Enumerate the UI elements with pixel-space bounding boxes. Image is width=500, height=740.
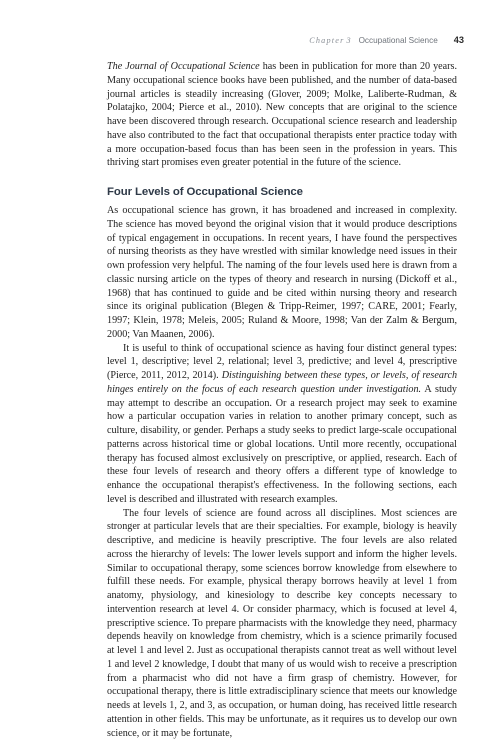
paragraph-2-emphasis: Distinguishing between these types, or levels, of research hinges entirely on the focus of each research question under investigation.: [107, 370, 457, 395]
chapter-number: 3: [346, 36, 350, 45]
chapter-label: Chapter: [309, 36, 344, 45]
paragraph-2-start: It is useful to think of occupational science as having four distinct general types: level 1, descriptive; level 2, relational; level 3, predictive; and level 4, prescriptive (Pierce, 2011, 2012, 2014).: [107, 343, 457, 382]
body-paragraph-1: As occupational science has grown, it has broadened and increased in complexity. The science has moved beyond the original vision that it would produce descriptions of typical engagement in occupations. In recent years, I have found the perspectives of nursing theorists as they have wrestled with similar knowledge need issues in their own profession very helpful. The naming of the four levels used here is drawn from a classic nursing article on the types of theory and research in nursing (Dickoff et al., 1968) that has continued to guide and be cited within nursing theory and research since its original publication (Blegen & Tripp-Reimer, 1997; CARE, 2001; Fearly, 1997; Klein, 1978; Meleis, 2005; Ruland & Moore, 1998; Van der Zalm & Bergum, 2000; Van Maanen, 2006).: [107, 204, 457, 342]
paragraph-2-end: A study may attempt to describe an occupation. Or a research project may seek to examine how a particular occupation varies in relation to another primary concept, such as culture, disability, or gender. Perhaps a study seeks to predict large-scale occupational patterns across historical time or global locations. Until more recently, occupational therapy has focused almost exclusively on prescriptive, or applied, research. Each of these four levels of research and theory offers a different type of knowledge to enhance the occupational therapist's effectiveness. In the following sections, each level is described and illustrated with research examples.: [107, 384, 457, 505]
running-head: [309, 35, 464, 45]
page-number: 43: [454, 35, 464, 45]
body-paragraph-3: The four levels of science are found across all disciplines. Most sciences are stronger at particular levels that are their specialties. For example, biology is heavily descriptive, and medicine is heavily prescriptive. The four levels are also related across the hierarchy of levels: The lower levels support and inform the higher levels. Similar to occupational therapy, some sciences borrow knowledge from elsewhere to fulfill these needs. For example, physical therapy borrows heavily at level 1 from anatomy, physiology, and kinesiology to describe key concepts necessary to intervention research at level 4. Or consider pharmacy, which is focused at level 4, prescriptive science. To prepare pharmacists with the knowledge they need, pharmacy depends heavily on knowledge from chemistry, which is a science primarily focused at level 1 and level 2. Just as occupational therapists cannot treat as well without level 1 and level 2 knowledge, I doubt that many of us would wish to receive a prescription from a pharmacist who did not have a firm grasp of chemistry. However, for occupational therapy, there is little extradisciplinary science that meets our knowledge needs at levels 1, 2, and 3, as occupation, or human doing, has received little research attention in other fields. This may be unfortunate, as it requires us to develop our own science, or it may be fortunate,: [107, 507, 457, 740]
body-paragraph-2: [107, 342, 457, 507]
section-title: Occupational Science: [359, 36, 438, 45]
intro-text: has been in publication for more than 20 years. Many occupational science books have been published, and the number of data-based journal articles is steadily increasing (Glover, 2009; Molke, Laliberte-Rudman, & Polatajko, 2004; Pierce et al., 2010). New concepts that are original to the science have been discovered through research. Occupational science research and leadership have also contributed to the fact that occupational therapists enter practice today with a more occupation-based focus than has been seen in the profession in years. This thriving start promises even greater potential in the future of the science.: [107, 61, 457, 168]
intro-paragraph: [107, 60, 457, 170]
section-heading: Four Levels of Occupational Science: [107, 184, 457, 200]
journal-title: The Journal of Occupational Science: [107, 61, 260, 72]
page-body: [107, 60, 457, 740]
